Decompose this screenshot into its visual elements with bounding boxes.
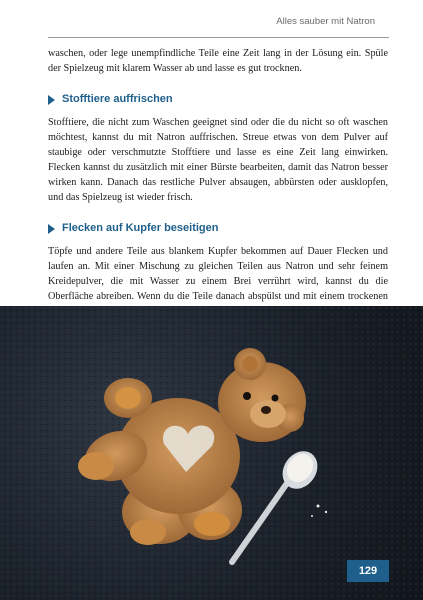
section-heading-stofftiere [48, 92, 388, 107]
section-heading-text: Stofftiere auffrischen [62, 93, 173, 105]
intro-paragraph: waschen, oder lege unempfindliche Teile eine Zeit lang in der Lösung ein. Spüle der Spielzeug mit klarem Wasser ab und lasse es gut trocknen. [48, 48, 388, 74]
running-title: Alles sauber mit Natron [276, 16, 375, 27]
page-number: 129 [347, 560, 389, 582]
section-paragraph-stofftiere: Stofftiere, die nicht zum Waschen geeignet sind oder die du nicht so oft waschen möchtest, kannst du mit Natron auffrischen. Streue etwas von dem Pulver auf staubige oder verschmutzte Stofftiere und lasse es eine Zeit lang einwirken. Flecken kannst du zusätzlich mit einer Bürste bearbeiten, damit das Natron besser wirken kann. Danach das restliche Pulver absaugen, abbürsten oder ausklopfen, und das Spielzeug ist wieder frisch. [48, 117, 388, 203]
teddy-bear-photo [0, 306, 423, 600]
triangle-bullet-icon [48, 95, 55, 105]
section-paragraph-kupfer: Töpfe und andere Teile aus blankem Kupfer bekommen auf Dauer Flecken und laufen an. Mit einer Mischung zu gleichen Teilen aus Natron und sehr feinem Kreidepulver, die mit Wasser zu einem Brei verrührt wird, kannst du die Oberfläche abreiben. Wenn du die Teile danach abspülst und mit einem trockenen [48, 246, 388, 302]
teddy-bear-illustration [0, 306, 423, 600]
running-header [0, 0, 423, 40]
section-heading-kupfer [48, 221, 388, 236]
header-rule [48, 37, 389, 38]
page-body [48, 46, 388, 319]
section-heading-text: Flecken auf Kupfer beseitigen [62, 222, 219, 234]
triangle-bullet-icon [48, 224, 55, 234]
